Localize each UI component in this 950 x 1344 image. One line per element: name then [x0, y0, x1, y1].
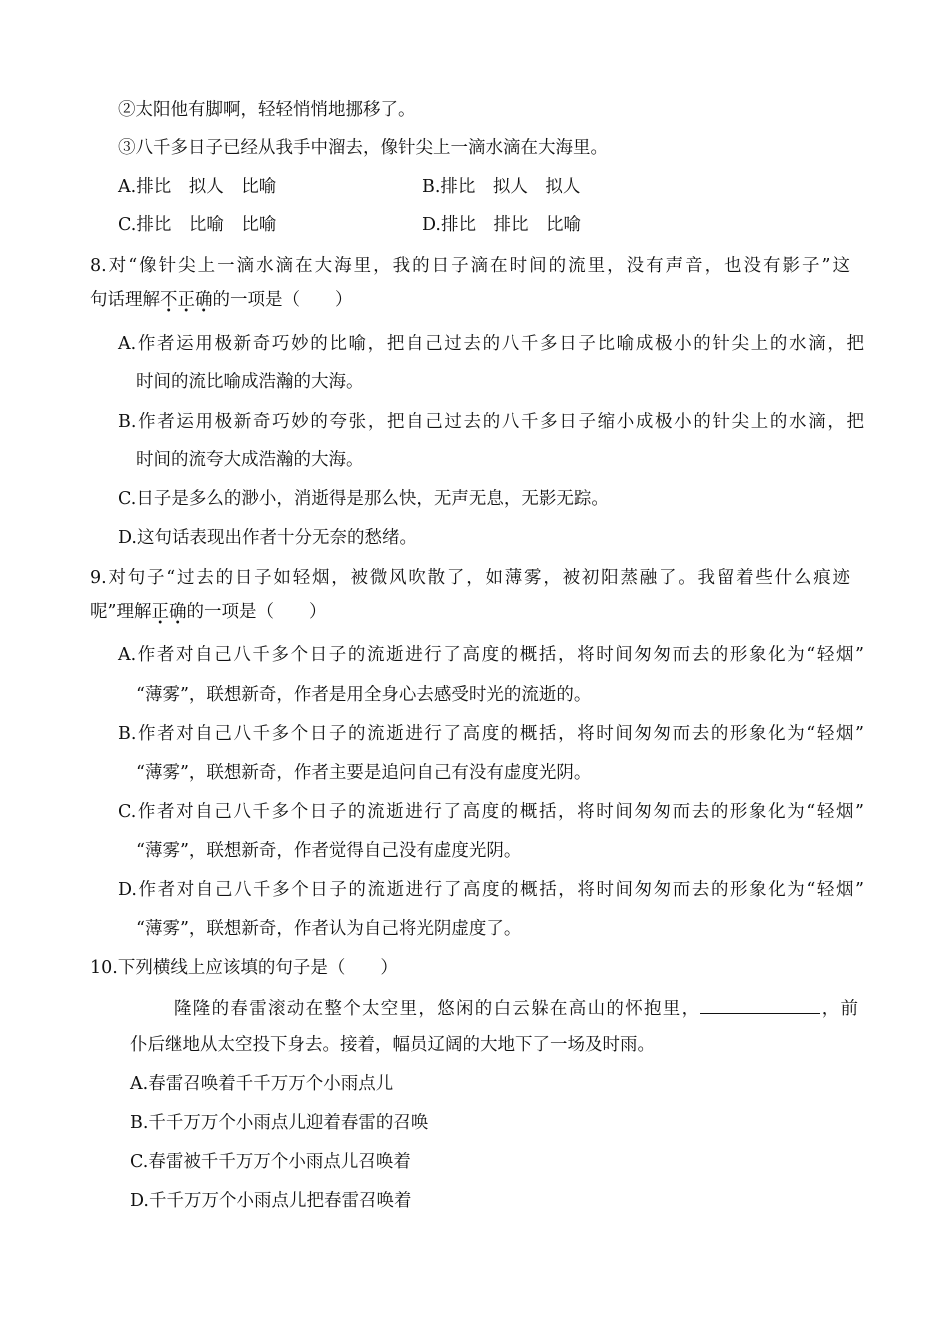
emphasis-char: 正 — [177, 290, 195, 310]
emphasis-char: 正 — [151, 602, 169, 622]
q10-passage-line2: 仆后继地从太空投下身去。接着，幅员辽阔的大地下了一场及时雨。 — [130, 1035, 655, 1055]
passage-text: 隆隆的春雷滚动在整个太空里，悠闲的白云躲在高山的怀抱里， — [174, 999, 701, 1019]
q9-option-a-line1: A.作者对自己八千多个日子的流逝进行了高度的概括，将时间匆匆而去的形象化为“轻烟” — [118, 645, 864, 665]
q8-stem-line1: 8.对“像针尖上一滴水滴在大海里，我的日子滴在时间的流里，没有声音，也没有影子”这 — [90, 256, 850, 276]
q9-option-b-line2: “薄雾”，联想新奇，作者主要是追问自己有没有虚度光阴。 — [136, 763, 592, 783]
q9-stem-line2 — [90, 600, 326, 624]
q9-option-d-line1: D.作者对自己八千多个日子的流逝进行了高度的概括，将时间匆匆而去的形象化为“轻烟” — [118, 880, 864, 900]
option-d: D.排比 排比 比喻 — [422, 215, 581, 235]
q10-passage-line1 — [174, 995, 858, 1021]
q10-option-b: B.千千万万个小雨点儿迎着春雷的召唤 — [130, 1113, 429, 1133]
q8-option-a-line1: A.作者运用极新奇巧妙的比喻，把自己过去的八千多日子比喻成极小的针尖上的水滴，把 — [118, 334, 864, 354]
option-a: A.排比 拟人 比喻 — [118, 177, 277, 197]
q9-stem-text: 的一项是（ ） — [186, 602, 327, 622]
q9-option-a-line2: “薄雾”，联想新奇，作者是用全身心去感受时光的流逝的。 — [136, 685, 592, 705]
emphasis-char: 不 — [160, 290, 178, 310]
option-b: B.排比 拟人 拟人 — [422, 177, 581, 197]
q8-option-a-line2: 时间的流比喻成浩瀚的大海。 — [136, 372, 364, 392]
emphasis-char: 确 — [195, 290, 213, 310]
q8-option-b-line1: B.作者运用极新奇巧妙的夸张，把自己过去的八千多日子缩小成极小的针尖上的水滴，把 — [118, 412, 864, 432]
option-c: C.排比 比喻 比喻 — [118, 215, 277, 235]
q9-stem-text: 呢”理解 — [90, 602, 152, 622]
emphasis-char: 确 — [168, 602, 187, 622]
sentence-2: ②太阳他有脚啊，轻轻悄悄地挪移了。 — [118, 100, 416, 120]
q10-option-a: A.春雷召唤着千千万万个小雨点儿 — [130, 1074, 394, 1094]
q10-option-c: C.春雷被千千万万个小雨点儿召唤着 — [130, 1152, 411, 1172]
q10-stem: 10.下列横线上应该填的句子是（ ） — [90, 958, 398, 978]
q8-stem-text: 句话理解 — [90, 290, 160, 310]
q8-option-d: D.这句话表现出作者十分无奈的愁绪。 — [118, 528, 417, 548]
fill-blank[interactable] — [700, 995, 820, 1014]
q8-option-b-line2: 时间的流夸大成浩瀚的大海。 — [136, 450, 364, 470]
q9-option-b-line1: B.作者对自己八千多个日子的流逝进行了高度的概括，将时间匆匆而去的形象化为“轻烟” — [118, 724, 864, 744]
q9-stem-line1: 9.对句子“过去的日子如轻烟，被微风吹散了，如薄雾，被初阳蒸融了。我留着些什么痕迹 — [90, 568, 850, 588]
q10-option-d: D.千千万万个小雨点儿把春雷召唤着 — [130, 1191, 412, 1211]
q9-option-c-line2: “薄雾”，联想新奇，作者觉得自己没有虚度光阴。 — [136, 841, 522, 861]
passage-text: ，前 — [820, 999, 859, 1019]
sentence-3: ③八千多日子已经从我手中溜去，像针尖上一滴水滴在大海里。 — [118, 138, 608, 158]
q9-option-d-line2: “薄雾”，联想新奇，作者认为自己将光阴虚度了。 — [136, 919, 522, 939]
q8-stem-text: 的一项是（ ） — [212, 290, 353, 310]
q8-option-c: C.日子是多么的渺小，消逝得是那么快，无声无息，无影无踪。 — [118, 489, 609, 509]
q9-option-c-line1: C.作者对自己八千多个日子的流逝进行了高度的概括，将时间匆匆而去的形象化为“轻烟” — [118, 802, 864, 822]
q8-stem-line2 — [90, 288, 353, 312]
